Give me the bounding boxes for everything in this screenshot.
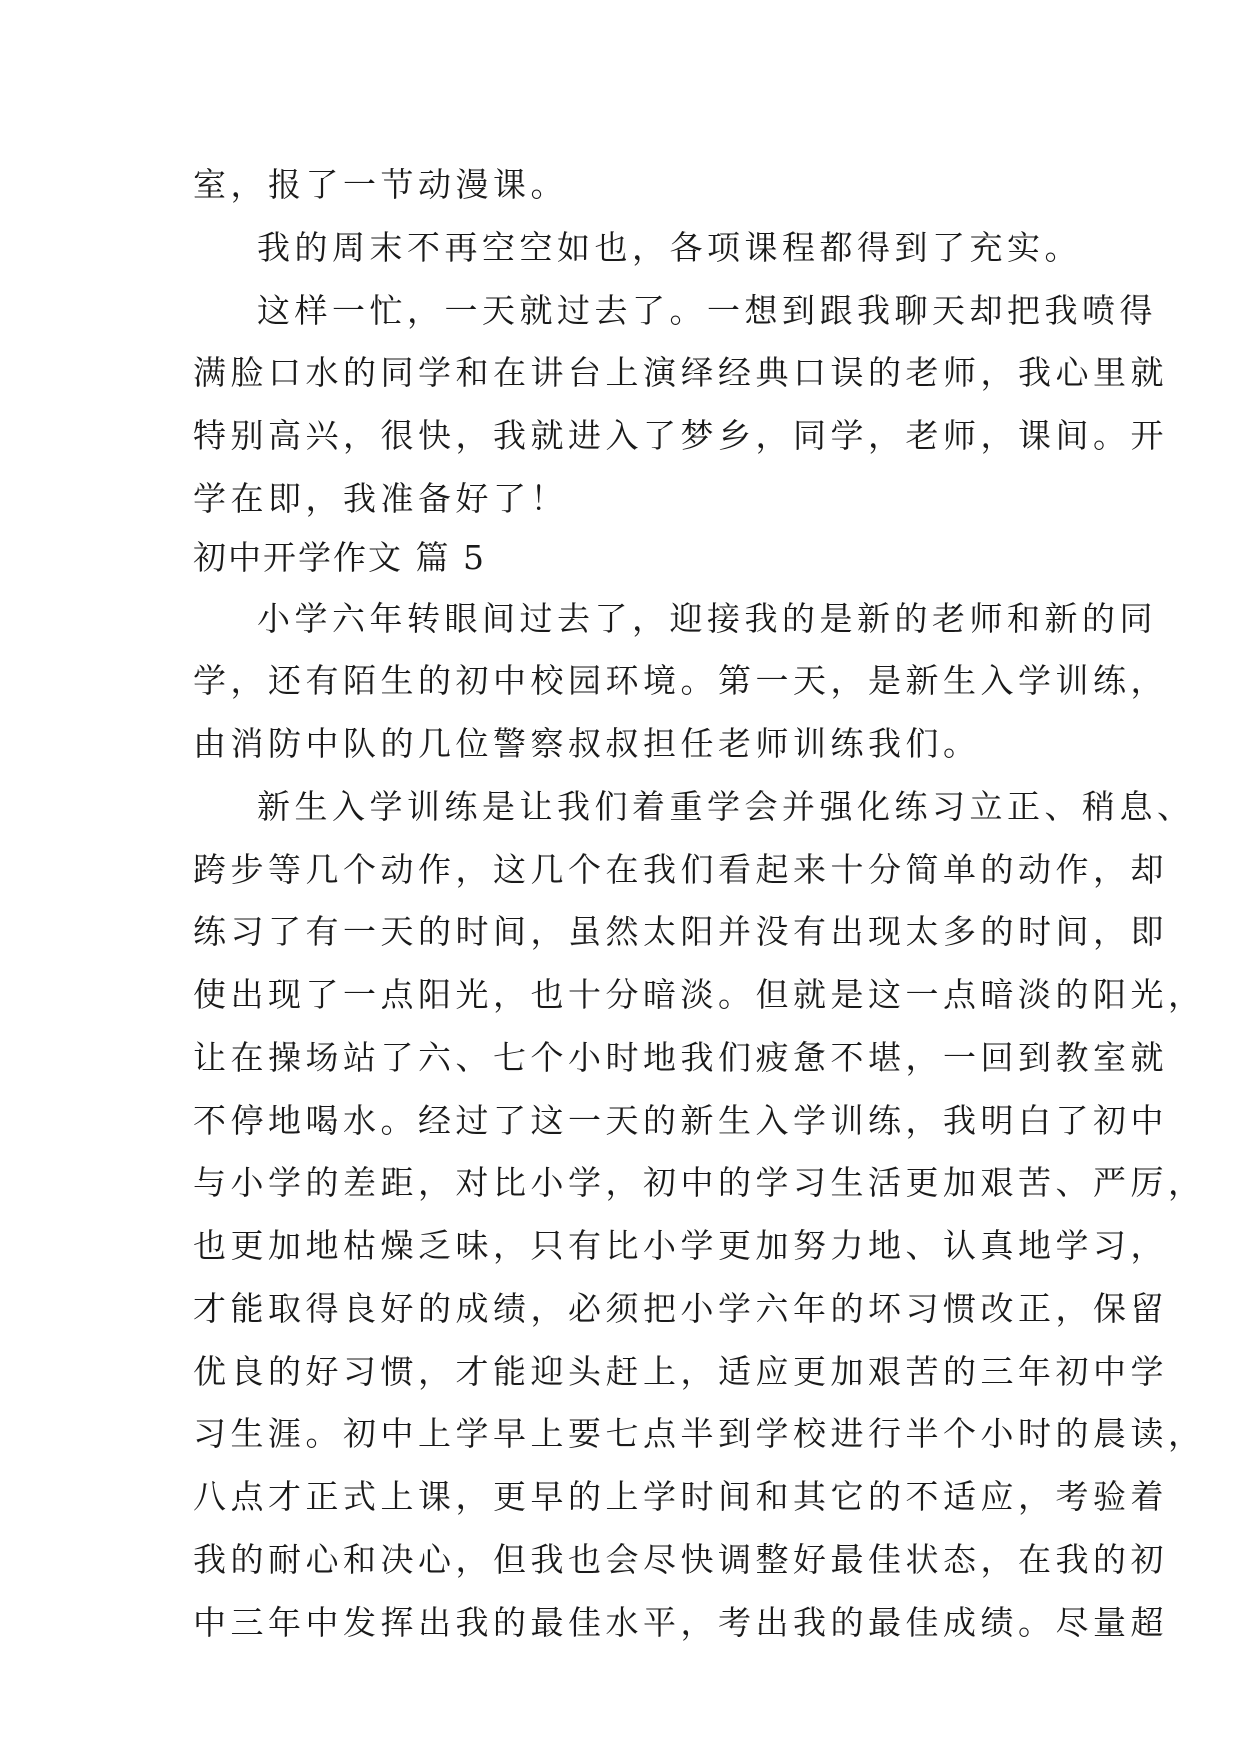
text-line: 学，还有陌生的初中校园环境。第一天，是新生入学训练， [193,661,1168,700]
text-line: 我的耐心和决心，但我也会尽快调整好最佳状态，在我的初 [193,1540,1168,1579]
text-line: 与小学的差距，对比小学，初中的学习生活更加艰苦、严厉， [193,1163,1206,1202]
paragraph-first-line: 我的周末不再空空如也，各项课程都得到了充实。 [257,228,1082,267]
text-line: 让在操场站了六、七个小时地我们疲惫不堪，一回到教室就 [193,1038,1168,1077]
paragraph-first-line: 小学六年转眼间过去了，迎接我的是新的老师和新的同 [257,599,1157,638]
text-line: 跨步等几个动作，这几个在我们看起来十分简单的动作，却 [193,850,1168,889]
text-line: 特别高兴，很快，我就进入了梦乡，同学，老师，课间。开 [193,416,1168,455]
text-line: 练习了有一天的时间，虽然太阳并没有出现太多的时间，即 [193,912,1168,951]
text-line: 中三年中发挥出我的最佳水平，考出我的最佳成绩。尽量超 [193,1603,1168,1642]
text-line: 不停地喝水。经过了这一天的新生入学训练，我明白了初中 [193,1101,1168,1140]
text-line: 由消防中队的几位警察叔叔担任老师训练我们。 [193,724,981,763]
paragraph-first-line: 新生入学训练是让我们着重学会并强化练习立正、稍息、 [257,787,1195,826]
text-line: 八点才正式上课，更早的上学时间和其它的不适应，考验着 [193,1477,1168,1516]
text-line: 习生涯。初中上学早上要七点半到学校进行半个小时的晨读， [193,1414,1206,1453]
text-line: 满脸口水的同学和在讲台上演绎经典口误的老师，我心里就 [193,353,1168,392]
text-line: 才能取得良好的成绩，必须把小学六年的坏习惯改正，保留 [193,1289,1168,1328]
text-line: 学在即，我准备好了！ [193,479,568,518]
text-line: 室，报了一节动漫课。 [193,165,568,204]
text-line: 优良的好习惯，才能迎头赶上，适应更加艰苦的三年初中学 [193,1352,1168,1391]
section-heading: 初中开学作文 篇 5 [193,538,486,577]
text-line: 也更加地枯燥乏味，只有比小学更加努力地、认真地学习， [193,1226,1168,1265]
text-line: 使出现了一点阳光，也十分暗淡。但就是这一点暗淡的阳光， [193,975,1206,1014]
paragraph-first-line: 这样一忙，一天就过去了。一想到跟我聊天却把我喷得 [257,291,1157,330]
